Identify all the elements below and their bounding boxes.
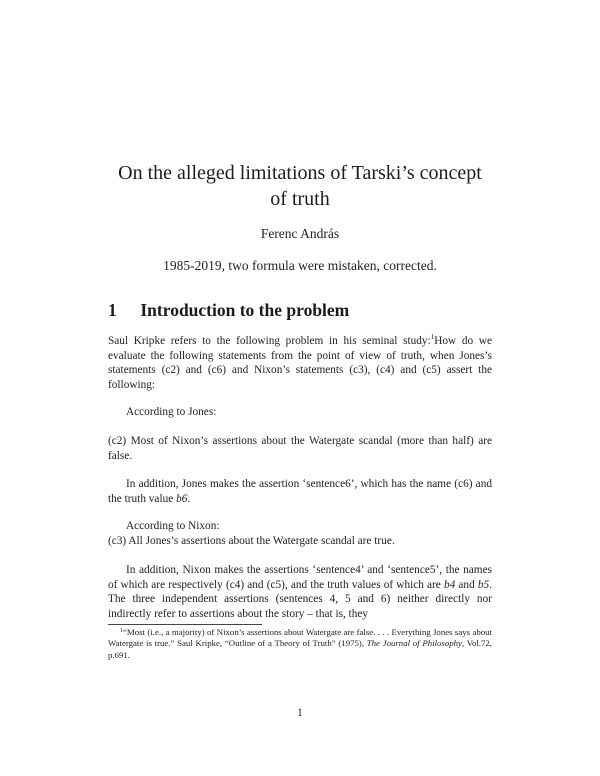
nixon-addition-text-1: In addition, Nixon makes the assertions ‘sentence4’ and ‘sentence5’, the names of which are respectively (c4) and (c5), and the truth values of which are: [108, 564, 492, 591]
jones-addition-text: In addition, Jones makes the assertion ‘sentence6’, which has the name (c6) and the truth value: [108, 478, 492, 505]
footnote-reference[interactable]: 1: [430, 333, 435, 341]
variable-b6: b6: [176, 492, 188, 505]
paper-title: [60, 160, 540, 212]
nixon-and-text: and: [455, 578, 478, 591]
jones-addition-paragraph: [108, 477, 492, 506]
statement-c2: (c2) Most of Nixon’s assertions about the Watergate scandal (more than half) are false.: [108, 435, 492, 462]
footnote-divider: [108, 624, 262, 625]
nixon-addition-text-2: . The three independent assertions (sentences 4, 5 and 6) neither directly nor indirectly refer to assertions about the story – that is, they: [108, 578, 492, 620]
intro-text-after-footnote: How do we evaluate the following statements from the point of view of truth, when Jones’s statements (c2) and (c6) and Nixon’s statements (c3), (c4) and (c5) assert the following:: [108, 335, 492, 391]
footnote-journal: The Journal of Philosophy: [366, 638, 462, 649]
according-to-nixon: According to Nixon:: [126, 520, 220, 532]
footnote: [108, 627, 492, 661]
statement-c3: (c3) All Jones’s assertions about the Watergate scandal are true.: [108, 535, 395, 547]
nixon-addition-paragraph: [108, 563, 492, 621]
author-name: Ferenc András: [260, 226, 340, 241]
variable-b4: b4: [443, 578, 456, 591]
section-heading: [108, 300, 349, 321]
intro-text-before-footnote: Saul Kripke refers to the following problem in his seminal study:: [108, 335, 431, 347]
footnote-number: 1: [120, 628, 123, 634]
title-line-1: On the alleged limitations of Tarski’s concept: [118, 162, 482, 184]
jones-addition-end: .: [187, 492, 191, 505]
variable-b5: b5: [477, 578, 490, 591]
intro-paragraph: [108, 334, 492, 392]
section-number: 1: [108, 300, 117, 320]
footnote-text-after: , Vol.72, p.691.: [108, 638, 492, 660]
title-line-2: of truth: [270, 188, 330, 210]
date-note: 1985-2019, two formula were mistaken, corrected.: [163, 258, 437, 273]
section-title: Introduction to the problem: [140, 300, 350, 320]
page-number: 1: [297, 707, 303, 719]
according-to-jones: According to Jones:: [126, 406, 217, 418]
footnote-text-before: “Most (i.e., a majority) of Nixon’s assertions about Watergate are false. . . . Everything Jones says about Watergate is true.” Saul Kripke, “Outline of a Theory of Truth” (1975),: [108, 627, 492, 649]
